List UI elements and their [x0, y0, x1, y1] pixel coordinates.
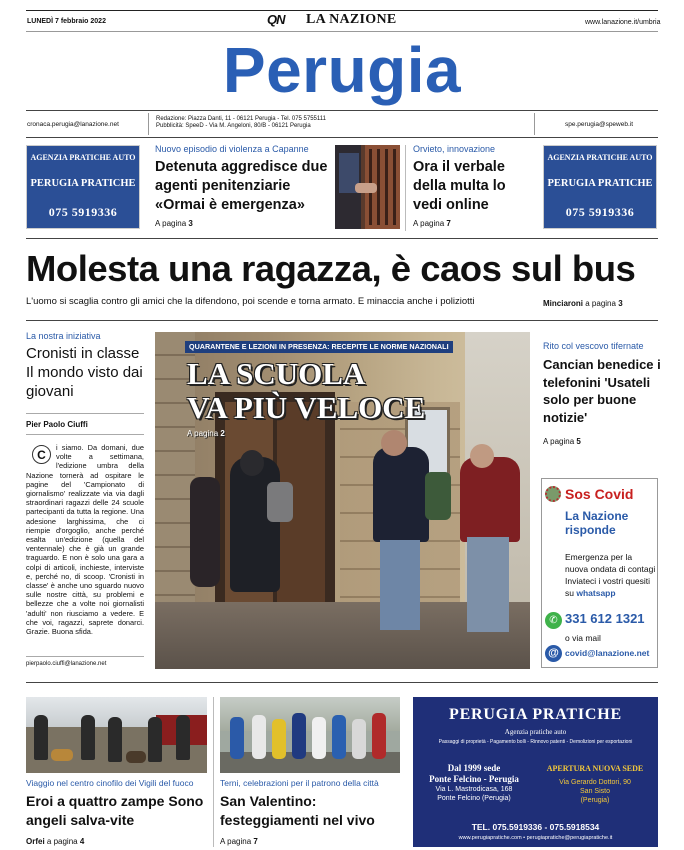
- ad-left[interactable]: [26, 145, 140, 229]
- prison-photo: [335, 145, 400, 229]
- top-right-headline[interactable]: Ora il verbale della multa lo vedi online: [413, 159, 506, 213]
- ad-right-line1: AGENZIA PRATICHE AUTO: [547, 153, 653, 162]
- bottom-ad-subtitle: Agenzia pratiche auto: [504, 728, 567, 736]
- bottom-left-kicker: Viaggio nel centro cinofilo dei Vigili del fuoco: [26, 778, 194, 788]
- ad-left-phone: 075 5919336: [48, 205, 118, 219]
- bottom-ad-web: www.perugiapratiche.com • perugiapratiche@perugiapratiche.it: [458, 835, 613, 841]
- bottom-mid-kicker: Terni, celebrazioni per il patrono della città: [220, 778, 379, 788]
- photo-headline-2[interactable]: VA PIÙ VELOCE: [187, 390, 426, 425]
- ad-left-line2: PERUGIA PRATICHE: [30, 178, 136, 189]
- column-byline: Pier Paolo Ciuffi: [26, 420, 88, 429]
- bottom-ad-location: Ponte Felcino - Perugia: [429, 774, 519, 784]
- bottom-left-headline[interactable]: Eroi a quattro zampe Sono angeli salva-vite: [26, 793, 204, 828]
- bottom-ad-new-address-2: San Sisto: [580, 788, 610, 795]
- photo-banner: QUARANTENE E LEZIONI IN PRESENZA: RECEPITE LE NORME NAZIONALI: [185, 341, 453, 353]
- email-left: cronaca.perugia@lanazione.net: [27, 121, 119, 128]
- email-icon: @: [545, 645, 562, 662]
- right-story-headline[interactable]: Cancian benedice i telefonini 'Usateli solo per buone notizie': [543, 357, 661, 425]
- covid-title: Sos Covid: [565, 486, 634, 502]
- bottom-ad-title: PERUGIA PRATICHE: [449, 706, 622, 723]
- column-body: [26, 443, 144, 651]
- email-right: spe.perugia@speweb.it: [565, 121, 634, 128]
- bottom-ad-phones: TEL. 075.5919336 - 075.5918534: [471, 822, 600, 832]
- column-email: pierpaolo.ciuffi@lanazione.net: [26, 661, 107, 667]
- runners-photo: [220, 697, 400, 773]
- top-right-pageref: A pagina 7: [413, 219, 451, 228]
- bottom-ad-address-2: Ponte Felcino (Perugia): [437, 795, 511, 802]
- covid-email: covid@lanazione.net: [565, 648, 650, 658]
- virus-icon: [545, 486, 561, 502]
- firefighters-photo: [26, 697, 207, 773]
- paper-name: LA NAZIONE: [306, 12, 397, 27]
- top-right-kicker: Orvieto, innovazione: [413, 144, 496, 154]
- bottom-ad-new-address-1: Via Gerardo Dottori, 90: [559, 779, 631, 786]
- top-left-pageref: A pagina 3: [155, 219, 193, 228]
- bottom-mid-headline[interactable]: San Valentino: festeggiamenti nel vivo: [220, 793, 375, 828]
- bottom-ad-since: Dal 1999 sede: [447, 763, 501, 773]
- covid-phone: 331 612 1321: [565, 611, 645, 626]
- dropcap: C: [32, 445, 51, 464]
- redazione: Redazione: Piazza Danti, 11 - 06121 Perugia - Tel. 075 5755111: [156, 116, 327, 122]
- ad-left-line1: AGENZIA PRATICHE AUTO: [30, 153, 136, 162]
- bottom-ad-new-office: APERTURA NUOVA SEDE: [546, 764, 644, 773]
- bottom-mid-pageref: A pagina 7: [220, 837, 258, 846]
- photo-pageref: A pagina 2: [187, 429, 225, 438]
- city-title: Perugia: [222, 34, 462, 106]
- main-headline[interactable]: Molesta una ragazza, è caos sul bus: [26, 248, 636, 289]
- main-pageref: Minciaroni a pagina 3: [543, 299, 623, 308]
- column-headline[interactable]: Cronisti in classe Il mondo visto dai giovani: [26, 345, 143, 400]
- bottom-ad[interactable]: [413, 697, 658, 847]
- column-kicker: La nostra iniziativa: [26, 331, 101, 341]
- right-story-pageref: A pagina 5: [543, 437, 581, 446]
- whatsapp-word: whatsapp: [576, 588, 616, 598]
- ad-right-phone: 075 5919336: [565, 205, 635, 219]
- bottom-left-pageref: Orfei a pagina 4: [26, 837, 85, 846]
- ad-right[interactable]: [543, 145, 657, 229]
- covid-subtitle-2: risponde: [565, 523, 616, 537]
- bottom-ad-address-1: Via L. Mastrodicasa, 168: [435, 786, 513, 793]
- right-story-kicker: Rito col vescovo tifernate: [543, 341, 644, 351]
- covid-text: Emergenza per la nuova ondata di contagi Inviateci i vostri quesiti su whatsapp: [565, 552, 656, 598]
- bottom-ad-services: Passaggi di proprietà - Pagamento bolli - Rinnovo patenti - Demolizioni per esportazioni: [438, 739, 633, 745]
- whatsapp-icon: ✆: [545, 612, 562, 629]
- bottom-ad-new-address-3: (Perugia): [580, 797, 610, 804]
- date: LUNEDÌ 7 febbraio 2022: [27, 18, 106, 25]
- top-left-kicker: Nuovo episodio di violenza a Capanne: [155, 144, 309, 154]
- column-text: i siamo. Da domani, due volte a settimana, l'edizione umbra della Nazione tornerà ad ospitare le pagine del 'Campionato di giornalismo' realizzate via via dagli straordinari ragazzi delle 24 scuole partecipanti da tutta la regione. Una adesione larghissima, che ci riempie d'orgoglio, anche perché esalta un'edizione (quella del ventennale) che è già un grande traguardo. E non è solo una gara a colpi di articoli, inchieste, interviste e, perché no, di scoop. 'Cronisti in classe' è anche uno sguardo nuovo sulle nostre città, su problemi e bellezze che a volte noi giornalisti 'adulti' non riusciamo a vedere. E che voi, ragazzi, saprete donarci. Grazie. Buona sfida.: [26, 443, 144, 637]
- covid-subtitle-1: La Nazione: [565, 509, 629, 523]
- covid-box[interactable]: [541, 478, 658, 668]
- covid-or-mail: o via mail: [565, 633, 601, 643]
- pubblicita: Pubblicità: SpeeD - Via M. Angeloni, 80/B - 06121 Perugia: [156, 123, 311, 129]
- qn-logo: QN: [267, 12, 285, 27]
- website: www.lanazione.it/umbria: [585, 19, 661, 26]
- ad-right-line2: PERUGIA PRATICHE: [547, 178, 653, 189]
- photo-headline-1[interactable]: LA SCUOLA: [187, 356, 366, 391]
- top-left-headline[interactable]: Detenuta aggredisce due agenti penitenziarie «Ormai è emergenza»: [155, 159, 328, 213]
- main-subhead: L'uomo si scaglia contro gli amici che la difendono, poi scende e torna armato. E minaccia anche i poliziotti: [26, 296, 475, 307]
